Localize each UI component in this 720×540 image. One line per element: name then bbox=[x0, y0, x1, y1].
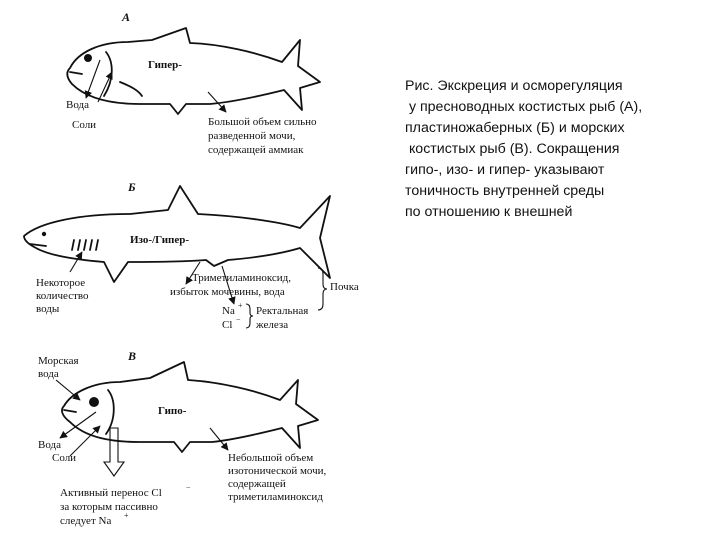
panel-c-transport-na-charge: + bbox=[124, 511, 129, 520]
panel-c-transport-1: Активный перенос Cl bbox=[60, 487, 162, 499]
panel-c-salts: Соли bbox=[52, 452, 77, 464]
caption-line: Рис. Экскреция и осморегуляция bbox=[405, 78, 623, 94]
panel-c bbox=[38, 349, 327, 527]
panel-b-ion-na-charge: + bbox=[238, 301, 243, 310]
panel-b-kidney-out-1: Триметиламиноксид, bbox=[192, 272, 292, 284]
panel-c-urine-3: содержащей bbox=[228, 478, 286, 490]
panel-c-seawater-1: Морская bbox=[38, 355, 79, 367]
fish-c-eye bbox=[89, 397, 99, 407]
caption-line: костистых рыб (В). Сокращения bbox=[405, 141, 620, 157]
panel-a-salts: Соли bbox=[72, 119, 97, 131]
panel-a bbox=[66, 10, 320, 156]
panel-b-kidney-out-2: избыток мочевины, вода bbox=[170, 286, 285, 298]
arrow-b-water-in bbox=[70, 252, 82, 272]
fish-c-gill bbox=[106, 390, 114, 434]
caption-line: пластиножаберных (Б) и морских bbox=[405, 120, 625, 136]
figure-caption bbox=[405, 76, 717, 223]
panel-b-ion-cl-charge: − bbox=[236, 315, 241, 324]
panel-c-transport-2: за которым пассивно bbox=[60, 501, 158, 513]
panel-c-seawater-2: вода bbox=[38, 368, 59, 380]
fish-a-eye bbox=[84, 54, 92, 62]
fish-c-body bbox=[62, 362, 318, 452]
panel-a-letter: А bbox=[122, 10, 131, 24]
arrow-c-active-transport bbox=[104, 428, 124, 476]
panel-c-urine-2: изотонической мочи, bbox=[228, 465, 327, 477]
caption-line: по отношению к внешней bbox=[405, 204, 573, 220]
arrow-a-water-in bbox=[86, 60, 100, 98]
panel-c-transport-3: следует Na bbox=[60, 515, 112, 527]
panel-b-water-in-1: Некоторое bbox=[36, 277, 86, 289]
arrow-c-seawater-in bbox=[56, 380, 80, 400]
fish-a-mouth bbox=[70, 72, 82, 74]
panel-b-tonicity: Изо-/Гипер- bbox=[130, 234, 190, 246]
panel-b-water-in-3: воды bbox=[36, 303, 60, 315]
fish-b-gill-slits bbox=[72, 240, 98, 250]
panel-b-kidney: Почка bbox=[330, 281, 359, 293]
panel-a-urine-3: содержащей аммиак bbox=[208, 144, 304, 156]
panel-a-tonicity: Гипер- bbox=[148, 59, 182, 71]
panel-b bbox=[24, 180, 359, 331]
panel-b-ion-na: Na bbox=[222, 305, 235, 317]
caption-line: тоничность внутренней среды bbox=[405, 183, 605, 199]
fish-a-pectoral-fin bbox=[120, 82, 142, 96]
panel-a-urine-1: Большой объем сильно bbox=[208, 116, 317, 128]
panel-c-transport-cl-charge: − bbox=[186, 483, 191, 492]
panel-c-letter: В bbox=[128, 349, 137, 363]
fish-b-eye bbox=[42, 232, 46, 236]
arrow-c-urine-out bbox=[210, 428, 228, 450]
panel-c-tonicity: Гипо- bbox=[158, 405, 187, 417]
panel-b-ion-brace bbox=[246, 304, 253, 328]
panel-b-water-in-2: количество bbox=[36, 290, 89, 302]
caption-line: у пресноводных костистых рыб (А), bbox=[405, 99, 643, 115]
panel-c-urine-4: триметиламиноксид bbox=[228, 491, 323, 503]
arrow-a-salts-in bbox=[98, 72, 112, 102]
caption-line: гипо-, изо- и гипер- указывают bbox=[405, 162, 605, 178]
panel-b-ion-cl: Cl bbox=[222, 319, 233, 331]
panel-b-letter: Б bbox=[128, 180, 136, 194]
fish-a-body bbox=[67, 28, 320, 114]
panel-c-water: Вода bbox=[38, 439, 61, 451]
panel-b-rectal-2: железа bbox=[256, 319, 289, 331]
panel-c-urine-1: Небольшой объем bbox=[228, 452, 314, 464]
panel-a-water: Вода bbox=[66, 99, 89, 111]
fish-c-mouth bbox=[64, 410, 76, 412]
panel-a-urine-2: разведенной мочи, bbox=[208, 130, 296, 142]
panel-b-rectal-1: Ректальная bbox=[256, 305, 309, 317]
